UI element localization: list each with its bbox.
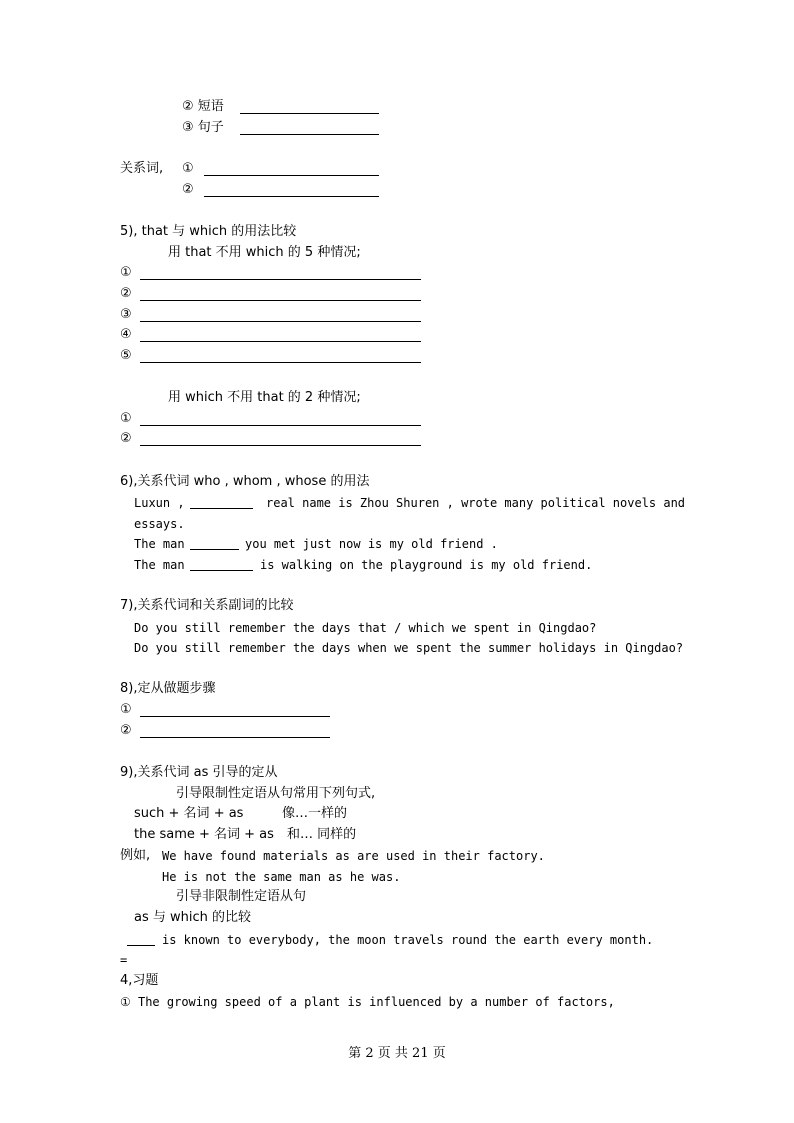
relative-word-label: 关系词, (120, 161, 164, 176)
s9-fill-sentence: is known to everybody, the moon travels round the earth every month. (162, 933, 654, 947)
blank-s6-2 (190, 549, 239, 550)
s9-pattern1: such + 名词 + as (134, 806, 244, 821)
blank-list1-2 (140, 300, 421, 301)
s6-line2-end: you met just now is my old friend . (245, 537, 498, 551)
relative-word-marker-1: ① (182, 161, 194, 176)
blank-sentence (240, 134, 379, 135)
list1-marker: ③ (120, 307, 132, 322)
s9-sub1: 引导限制性定语从句常用下列句式, (176, 786, 376, 801)
blank-list1-3 (140, 321, 421, 322)
blank-s9 (127, 945, 155, 946)
s6-line1-wrap: essays. (134, 517, 185, 531)
s6-line1-end: real name is Zhou Shuren , wrote many political novels and (266, 496, 686, 510)
blank-list1-5 (140, 362, 421, 363)
list1-marker: ⑤ (120, 348, 132, 363)
section-5-heading: 5), that 与 which 的用法比较 (120, 224, 297, 239)
s9-example2: He is not the same man as he was. (162, 870, 401, 884)
blank-s6-1 (190, 508, 253, 509)
section-6-heading: 6),关系代词 who , whom , whose 的用法 (120, 474, 370, 489)
s6-line3-end: is walking on the playground is my old friend. (260, 558, 593, 572)
exercise-heading: 4,习题 (120, 973, 159, 988)
exercise-q1: ① The growing speed of a plant is influenced by a number of factors, (120, 995, 615, 1009)
s9-pattern2-meaning: 和… 同样的 (287, 827, 357, 842)
s8-marker: ① (120, 702, 132, 717)
s9-sub2: 引导非限制性定语从句 (176, 889, 307, 904)
section-9-heading: 9),关系代词 as 引导的定从 (120, 765, 278, 780)
s9-example1: We have found materials as are used in their factory. (162, 849, 545, 863)
blank-s8-1 (140, 716, 330, 717)
blank-s8-2 (140, 737, 330, 738)
item-sentence: ③ 句子 (182, 120, 224, 135)
s6-line2-start: The man (134, 537, 185, 551)
section-7-heading: 7),关系代词和关系副词的比较 (120, 598, 294, 613)
blank-list1-1 (140, 279, 421, 280)
list2-marker: ② (120, 431, 132, 446)
list1-marker: ① (120, 265, 132, 280)
s7-line1: Do you still remember the days that / which we spent in Qingdao? (134, 621, 597, 635)
section-5-sub1: 用 that 不用 which 的 5 种情况; (168, 245, 361, 260)
blank-relative-1 (204, 175, 379, 176)
s6-line1-start: Luxun , (134, 496, 185, 510)
s9-example-label: 例如, (120, 848, 151, 863)
s8-marker: ② (120, 723, 132, 738)
list1-marker: ② (120, 286, 132, 301)
blank-relative-2 (204, 196, 379, 197)
blank-s6-3 (190, 570, 253, 571)
blank-list2-2 (140, 445, 421, 446)
section-8-heading: 8),定从做题步骤 (120, 681, 216, 696)
page-footer: 第 2 页 共 21 页 (348, 1046, 446, 1061)
s9-equals: = (120, 953, 128, 967)
blank-list2-1 (140, 425, 421, 426)
s9-pattern2: the same + 名词 + as (134, 827, 274, 842)
list1-marker: ④ (120, 327, 132, 342)
s9-compare: as 与 which 的比较 (134, 910, 252, 925)
section-5-sub2: 用 which 不用 that 的 2 种情况; (168, 390, 361, 405)
relative-word-marker-2: ② (182, 182, 194, 197)
item-phrase: ② 短语 (182, 99, 224, 114)
list2-marker: ① (120, 411, 132, 426)
s6-line3-start: The man (134, 558, 185, 572)
blank-phrase (240, 113, 379, 114)
s9-pattern1-meaning: 像…一样的 (282, 806, 348, 821)
s7-line2: Do you still remember the days when we spent the summer holidays in Qingdao? (134, 641, 684, 655)
blank-list1-4 (140, 341, 421, 342)
